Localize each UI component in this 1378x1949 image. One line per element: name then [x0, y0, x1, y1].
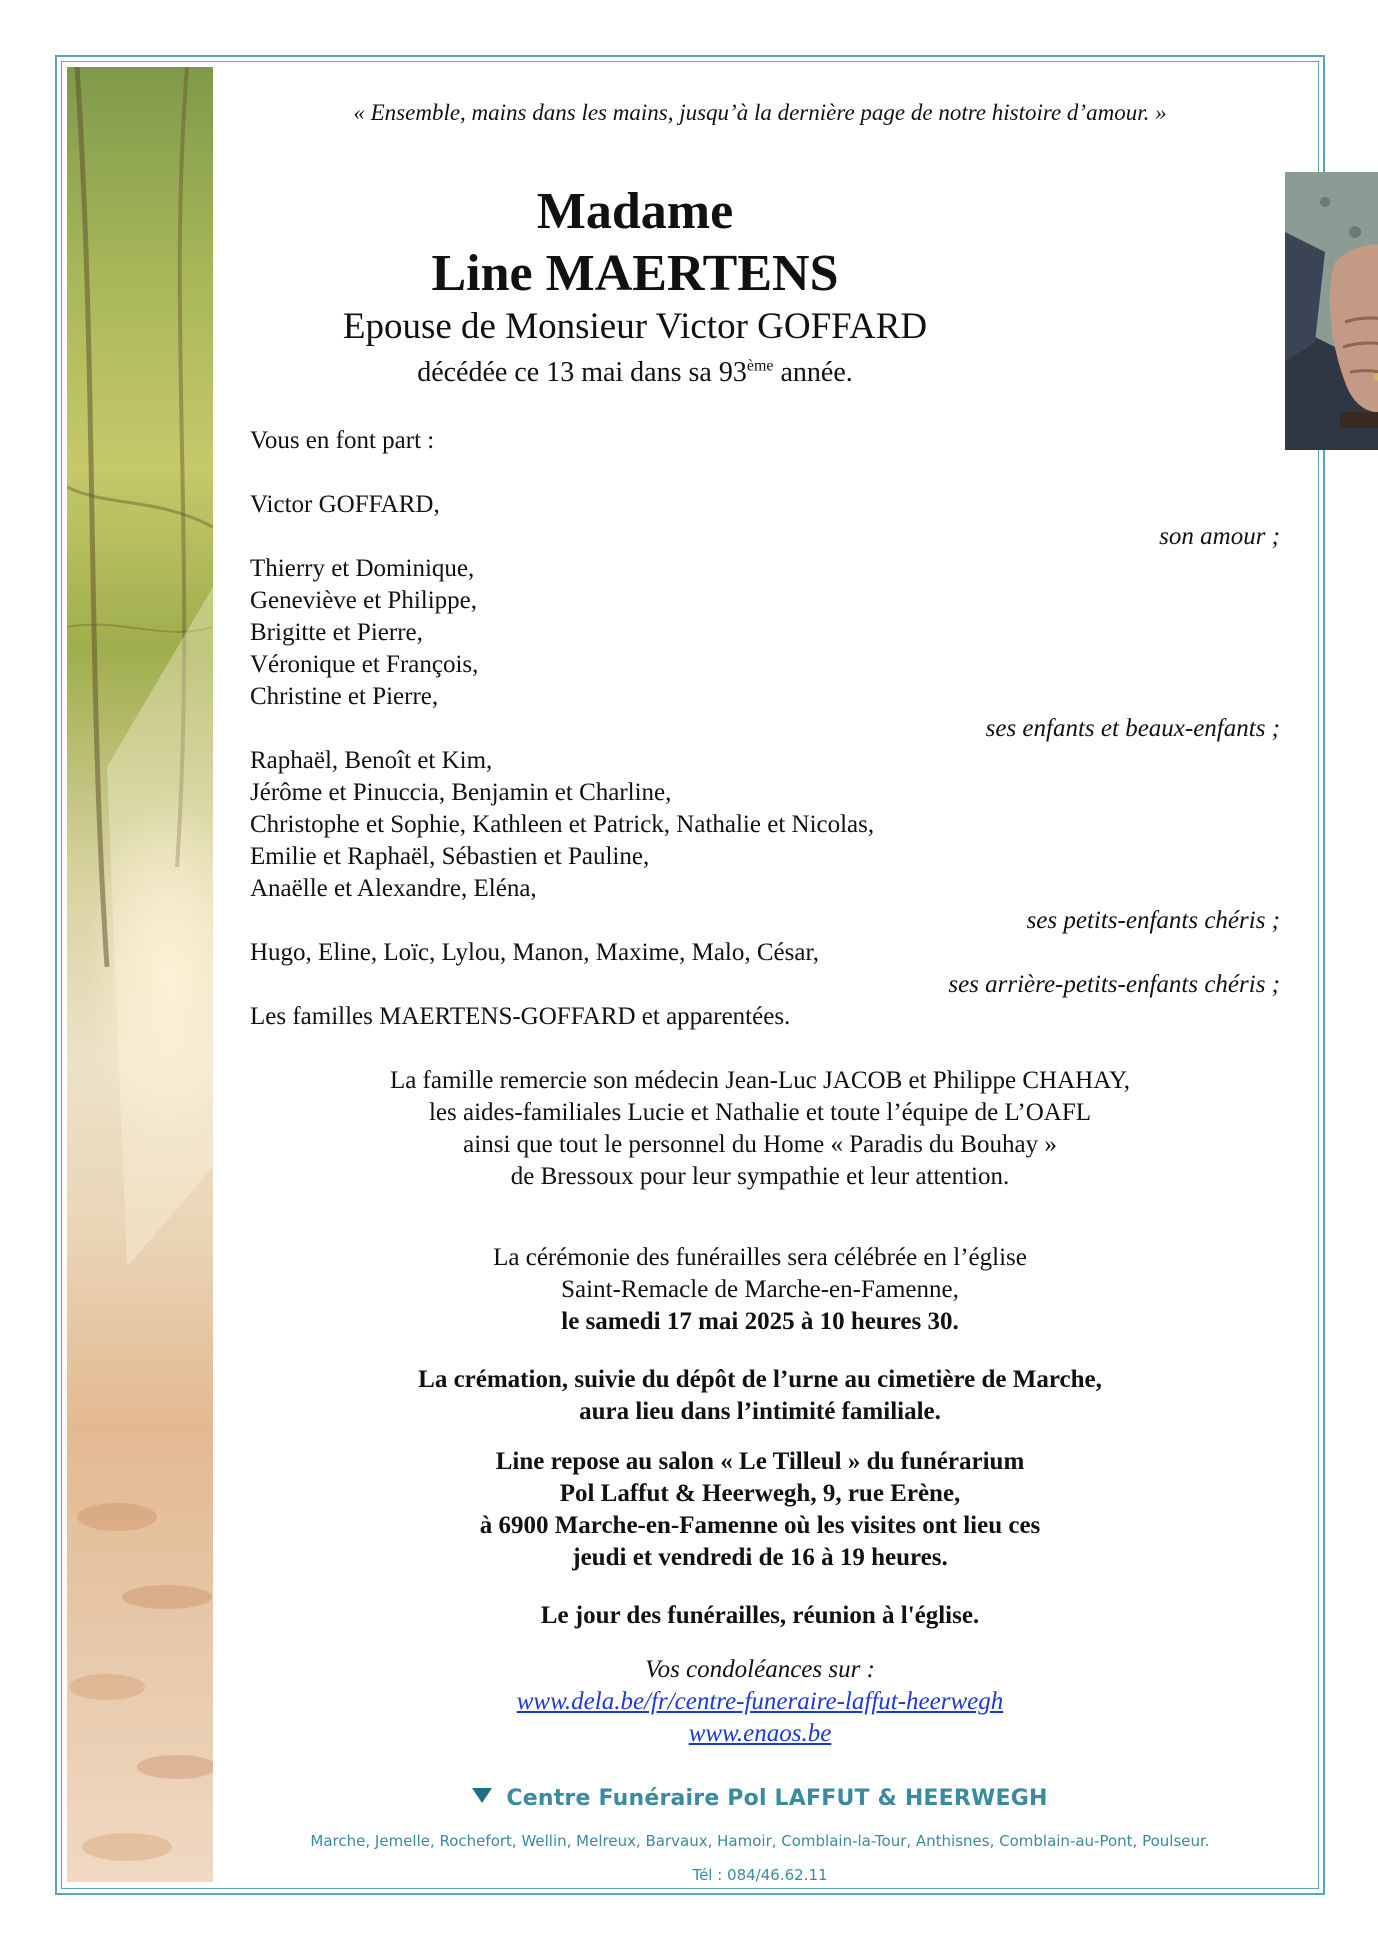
ceremony-line: La cérémonie des funérailles sera célébrée en l’église [493, 1244, 1027, 1271]
family-line: Anaëlle et Alexandre, Eléna, [250, 875, 537, 902]
dela-link[interactable]: www.dela.be/fr/centre-funeraire-laffut-heerwegh [516, 1688, 1004, 1715]
spouse-line: Epouse de Monsieur Victor GOFFARD [342, 306, 928, 347]
family-line: Jérôme et Pinuccia, Benjamin et Charline, [250, 779, 672, 806]
funeral-home-name: Centre Funéraire Pol LAFFUT & HEERWEGH [250, 1786, 1270, 1811]
condolences-links-2 [250, 1720, 1270, 1748]
funeral-home-phone: Tél : 084/46.62.11 [692, 1866, 828, 1884]
announce-intro: Vous en font part : [250, 427, 435, 454]
family-line: Emilie et Raphaël, Sébastien et Pauline, [250, 843, 650, 870]
cremation-line: aura lieu dans l’intimité familiale. [579, 1398, 941, 1425]
thanks-line: ainsi que tout le personnel du Home « Paradis du Bouhay » [463, 1131, 1057, 1158]
family-line: Raphaël, Benoît et Kim, [250, 747, 493, 774]
deceased-name: Line MAERTENS [431, 245, 839, 302]
condolences-links [250, 1688, 1270, 1716]
hands-photo [1285, 172, 1378, 450]
family-role: son amour ; [1159, 523, 1280, 550]
visitation-line: à 6900 Marche-en-Famenne où les visites ont lieu ces [479, 1512, 1041, 1539]
thanks-line: les aides-familiales Lucie et Nathalie et toute l’équipe de L’OAFL [428, 1099, 1092, 1126]
visitation-line: Pol Laffut & Heerwegh, 9, rue Erène, [559, 1480, 961, 1507]
death-line: décédée ce 13 mai dans sa 93ème année. [417, 357, 853, 388]
honorific: Madame [536, 183, 734, 240]
family-line: Victor GOFFARD, [250, 491, 440, 518]
forest-path-side-image [67, 67, 213, 1882]
triangle-down-icon [472, 1788, 492, 1803]
family-line: Hugo, Eline, Loïc, Lylou, Manon, Maxime, Malo, César, [250, 939, 820, 966]
family-line: Geneviève et Philippe, [250, 587, 478, 614]
family-line: Brigitte et Pierre, [250, 619, 423, 646]
family-line: Thierry et Dominique, [250, 555, 475, 582]
ceremony-line: Saint-Remacle de Marche-en-Famenne, [561, 1276, 959, 1303]
thanks-line: de Bressoux pour leur sympathie et leur attention. [510, 1163, 1010, 1190]
family-line: Christophe et Sophie, Kathleen et Patrick, Nathalie et Nicolas, [250, 811, 875, 838]
epigraph: « Ensemble, mains dans les mains, jusqu’à la dernière page de notre histoire d’amour. » [353, 100, 1167, 125]
thanks-line: La famille remercie son médecin Jean-Luc JACOB et Philippe CHAHAY, [389, 1067, 1131, 1094]
family-role: ses enfants et beaux-enfants ; [985, 715, 1280, 742]
visitation-line: Line repose au salon « Le Tilleul » du funérarium [495, 1448, 1025, 1475]
meeting-line: Le jour des funérailles, réunion à l'église. [540, 1602, 980, 1629]
family-role: ses arrière-petits-enfants chéris ; [948, 971, 1280, 998]
family-role: ses petits-enfants chéris ; [1026, 907, 1280, 934]
ceremony-date: le samedi 17 mai 2025 à 10 heures 30. [561, 1308, 959, 1335]
visitation-line: jeudi et vendredi de 16 à 19 heures. [572, 1544, 948, 1571]
family-line: Véronique et François, [250, 651, 479, 678]
condolences-label: Vos condoléances sur : [645, 1656, 875, 1683]
funeral-home-locations: Marche, Jemelle, Rochefort, Wellin, Melreux, Barvaux, Hamoir, Comblain-la-Tour, Anthisnes, Comblain-au-Pont, Poulseur. [310, 1832, 1210, 1850]
families-line: Les familles MAERTENS-GOFFARD et apparentées. [250, 1003, 791, 1030]
family-line: Christine et Pierre, [250, 683, 439, 710]
enaos-link[interactable]: www.enaos.be [688, 1720, 832, 1747]
cremation-line: La crémation, suivie du dépôt de l’urne au cimetière de Marche, [418, 1366, 1102, 1393]
